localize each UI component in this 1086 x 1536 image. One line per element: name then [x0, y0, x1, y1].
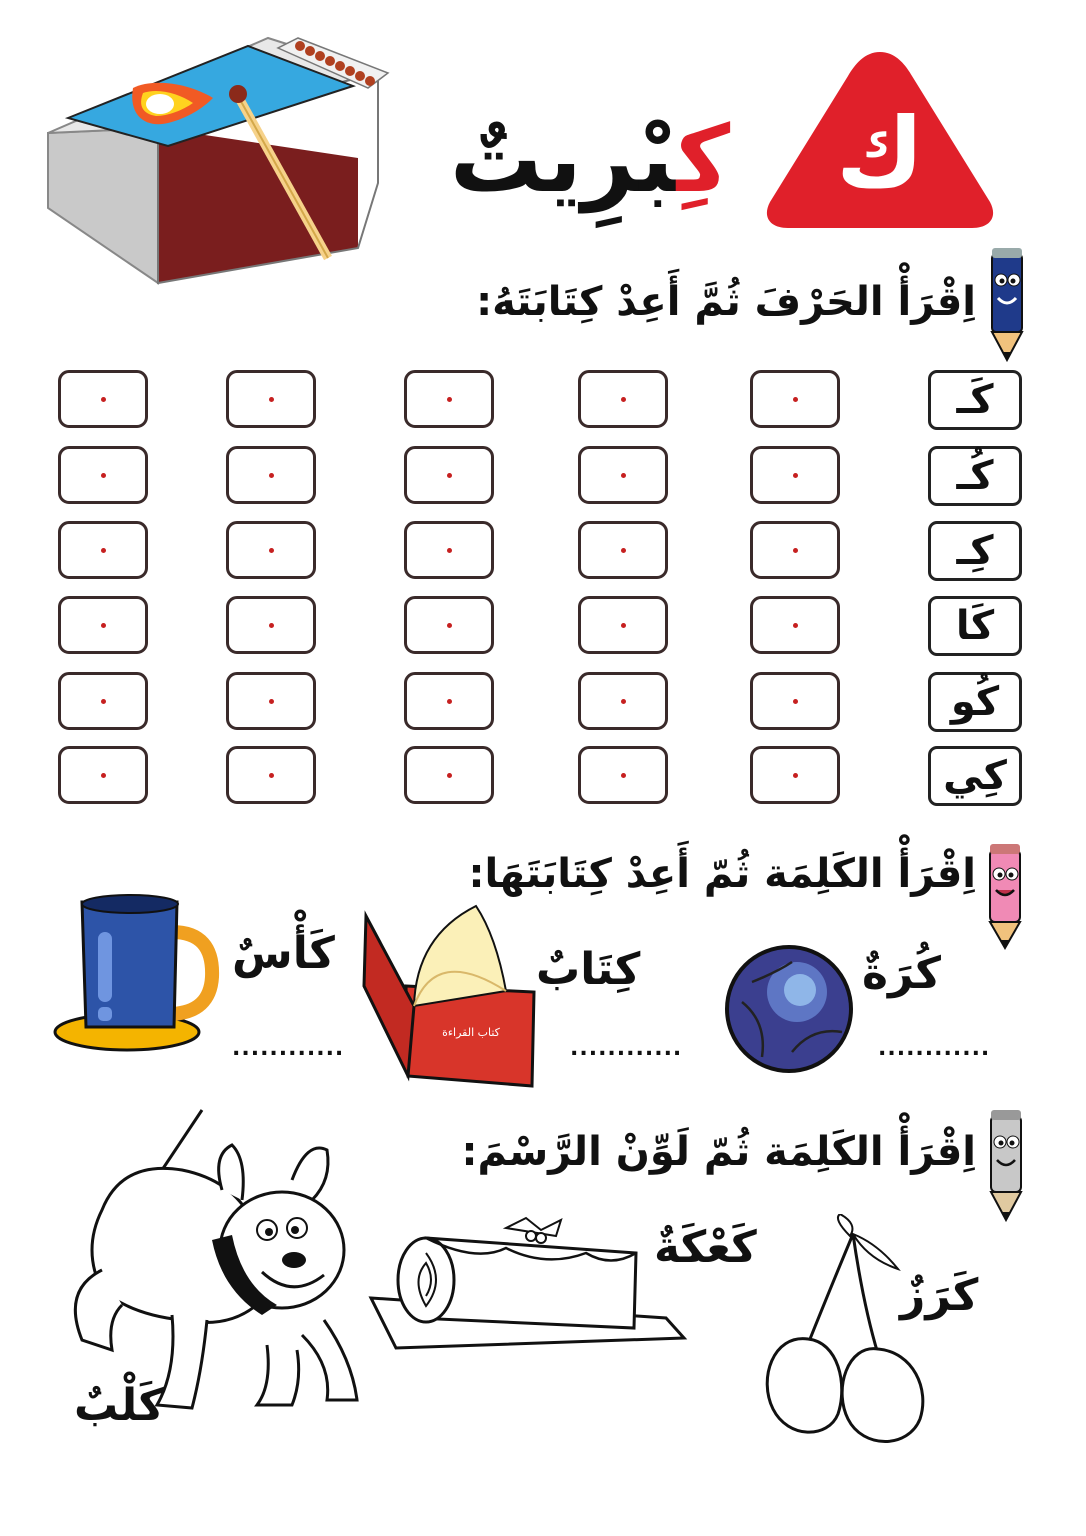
- word-cake: كَعْكَةٌ: [654, 1222, 757, 1273]
- write-box[interactable]: [226, 521, 316, 579]
- answer-line-book[interactable]: ............: [570, 1036, 683, 1061]
- write-box[interactable]: [404, 370, 494, 428]
- mug-image: [52, 892, 220, 1052]
- write-box[interactable]: [578, 672, 668, 730]
- cherries-image: [758, 1214, 938, 1454]
- answer-line-ball[interactable]: ............: [878, 1036, 991, 1061]
- gray-pencil-mascot-icon: [980, 1104, 1032, 1222]
- write-box[interactable]: [404, 672, 494, 730]
- write-box[interactable]: [58, 521, 148, 579]
- instruction-read-word-color: اِقْرَأْ الكَلِمَة ثُمّ لَوِّنْ الرَّسْمَ:: [461, 1129, 976, 1175]
- write-box[interactable]: [226, 370, 316, 428]
- write-box[interactable]: [750, 370, 840, 428]
- write-box[interactable]: [226, 596, 316, 654]
- write-box[interactable]: [578, 746, 668, 804]
- book-image: [356, 896, 546, 1092]
- answer-line-cup[interactable]: ............: [232, 1036, 345, 1061]
- write-box[interactable]: [578, 521, 668, 579]
- featured-letter: ك: [836, 97, 924, 209]
- write-box[interactable]: [578, 370, 668, 428]
- instruction-read-letter: اِقْرَأْ الحَرْفَ ثُمَّ أَعِدْ كِتَابَتَهُ:: [476, 279, 976, 325]
- write-box[interactable]: [226, 446, 316, 504]
- write-box[interactable]: [404, 746, 494, 804]
- write-box[interactable]: [404, 596, 494, 654]
- write-box[interactable]: [58, 446, 148, 504]
- instruction-read-word-write: اِقْرَأْ الكَلِمَة ثُمّ أَعِدْ كِتَابَتَهَا:: [468, 851, 976, 897]
- book-cover-text: كتاب القراءة: [442, 1026, 500, 1039]
- write-box[interactable]: [58, 746, 148, 804]
- write-box[interactable]: [750, 521, 840, 579]
- ball-image: [722, 942, 857, 1077]
- syllable-box: كَا: [928, 596, 1022, 656]
- write-box[interactable]: [58, 370, 148, 428]
- write-box[interactable]: [58, 596, 148, 654]
- syllable-box: كَـ: [928, 370, 1022, 430]
- write-box[interactable]: [750, 446, 840, 504]
- syllable-box: كِي: [928, 746, 1022, 806]
- cake-image: [366, 1208, 688, 1354]
- write-box[interactable]: [404, 446, 494, 504]
- word-cherries: كَرَزٌ: [900, 1270, 979, 1321]
- write-box[interactable]: [750, 596, 840, 654]
- write-box[interactable]: [750, 746, 840, 804]
- keyword-rest: بْرِيتٌ: [449, 106, 677, 213]
- write-box[interactable]: [404, 521, 494, 579]
- pink-pencil-mascot-icon: [978, 838, 1032, 950]
- write-box[interactable]: [58, 672, 148, 730]
- syllable-box: كِـ: [928, 521, 1022, 581]
- word-ball: كُرَةٌ: [862, 948, 941, 999]
- keyword-first-letter: كِ: [676, 106, 731, 213]
- write-box[interactable]: [226, 672, 316, 730]
- word-book: كِتَابٌ: [536, 944, 641, 995]
- write-box[interactable]: [578, 596, 668, 654]
- keyword-title: [430, 105, 750, 215]
- word-dog: كَلْبٌ: [74, 1380, 165, 1431]
- write-box[interactable]: [750, 672, 840, 730]
- blue-pencil-mascot-icon: [982, 240, 1032, 362]
- write-box[interactable]: [226, 746, 316, 804]
- syllable-box: كُـ: [928, 446, 1022, 506]
- matchbox-image: [38, 18, 410, 298]
- word-cup: كَأْسٌ: [232, 928, 335, 979]
- write-box[interactable]: [578, 446, 668, 504]
- syllable-box: كُو: [928, 672, 1022, 732]
